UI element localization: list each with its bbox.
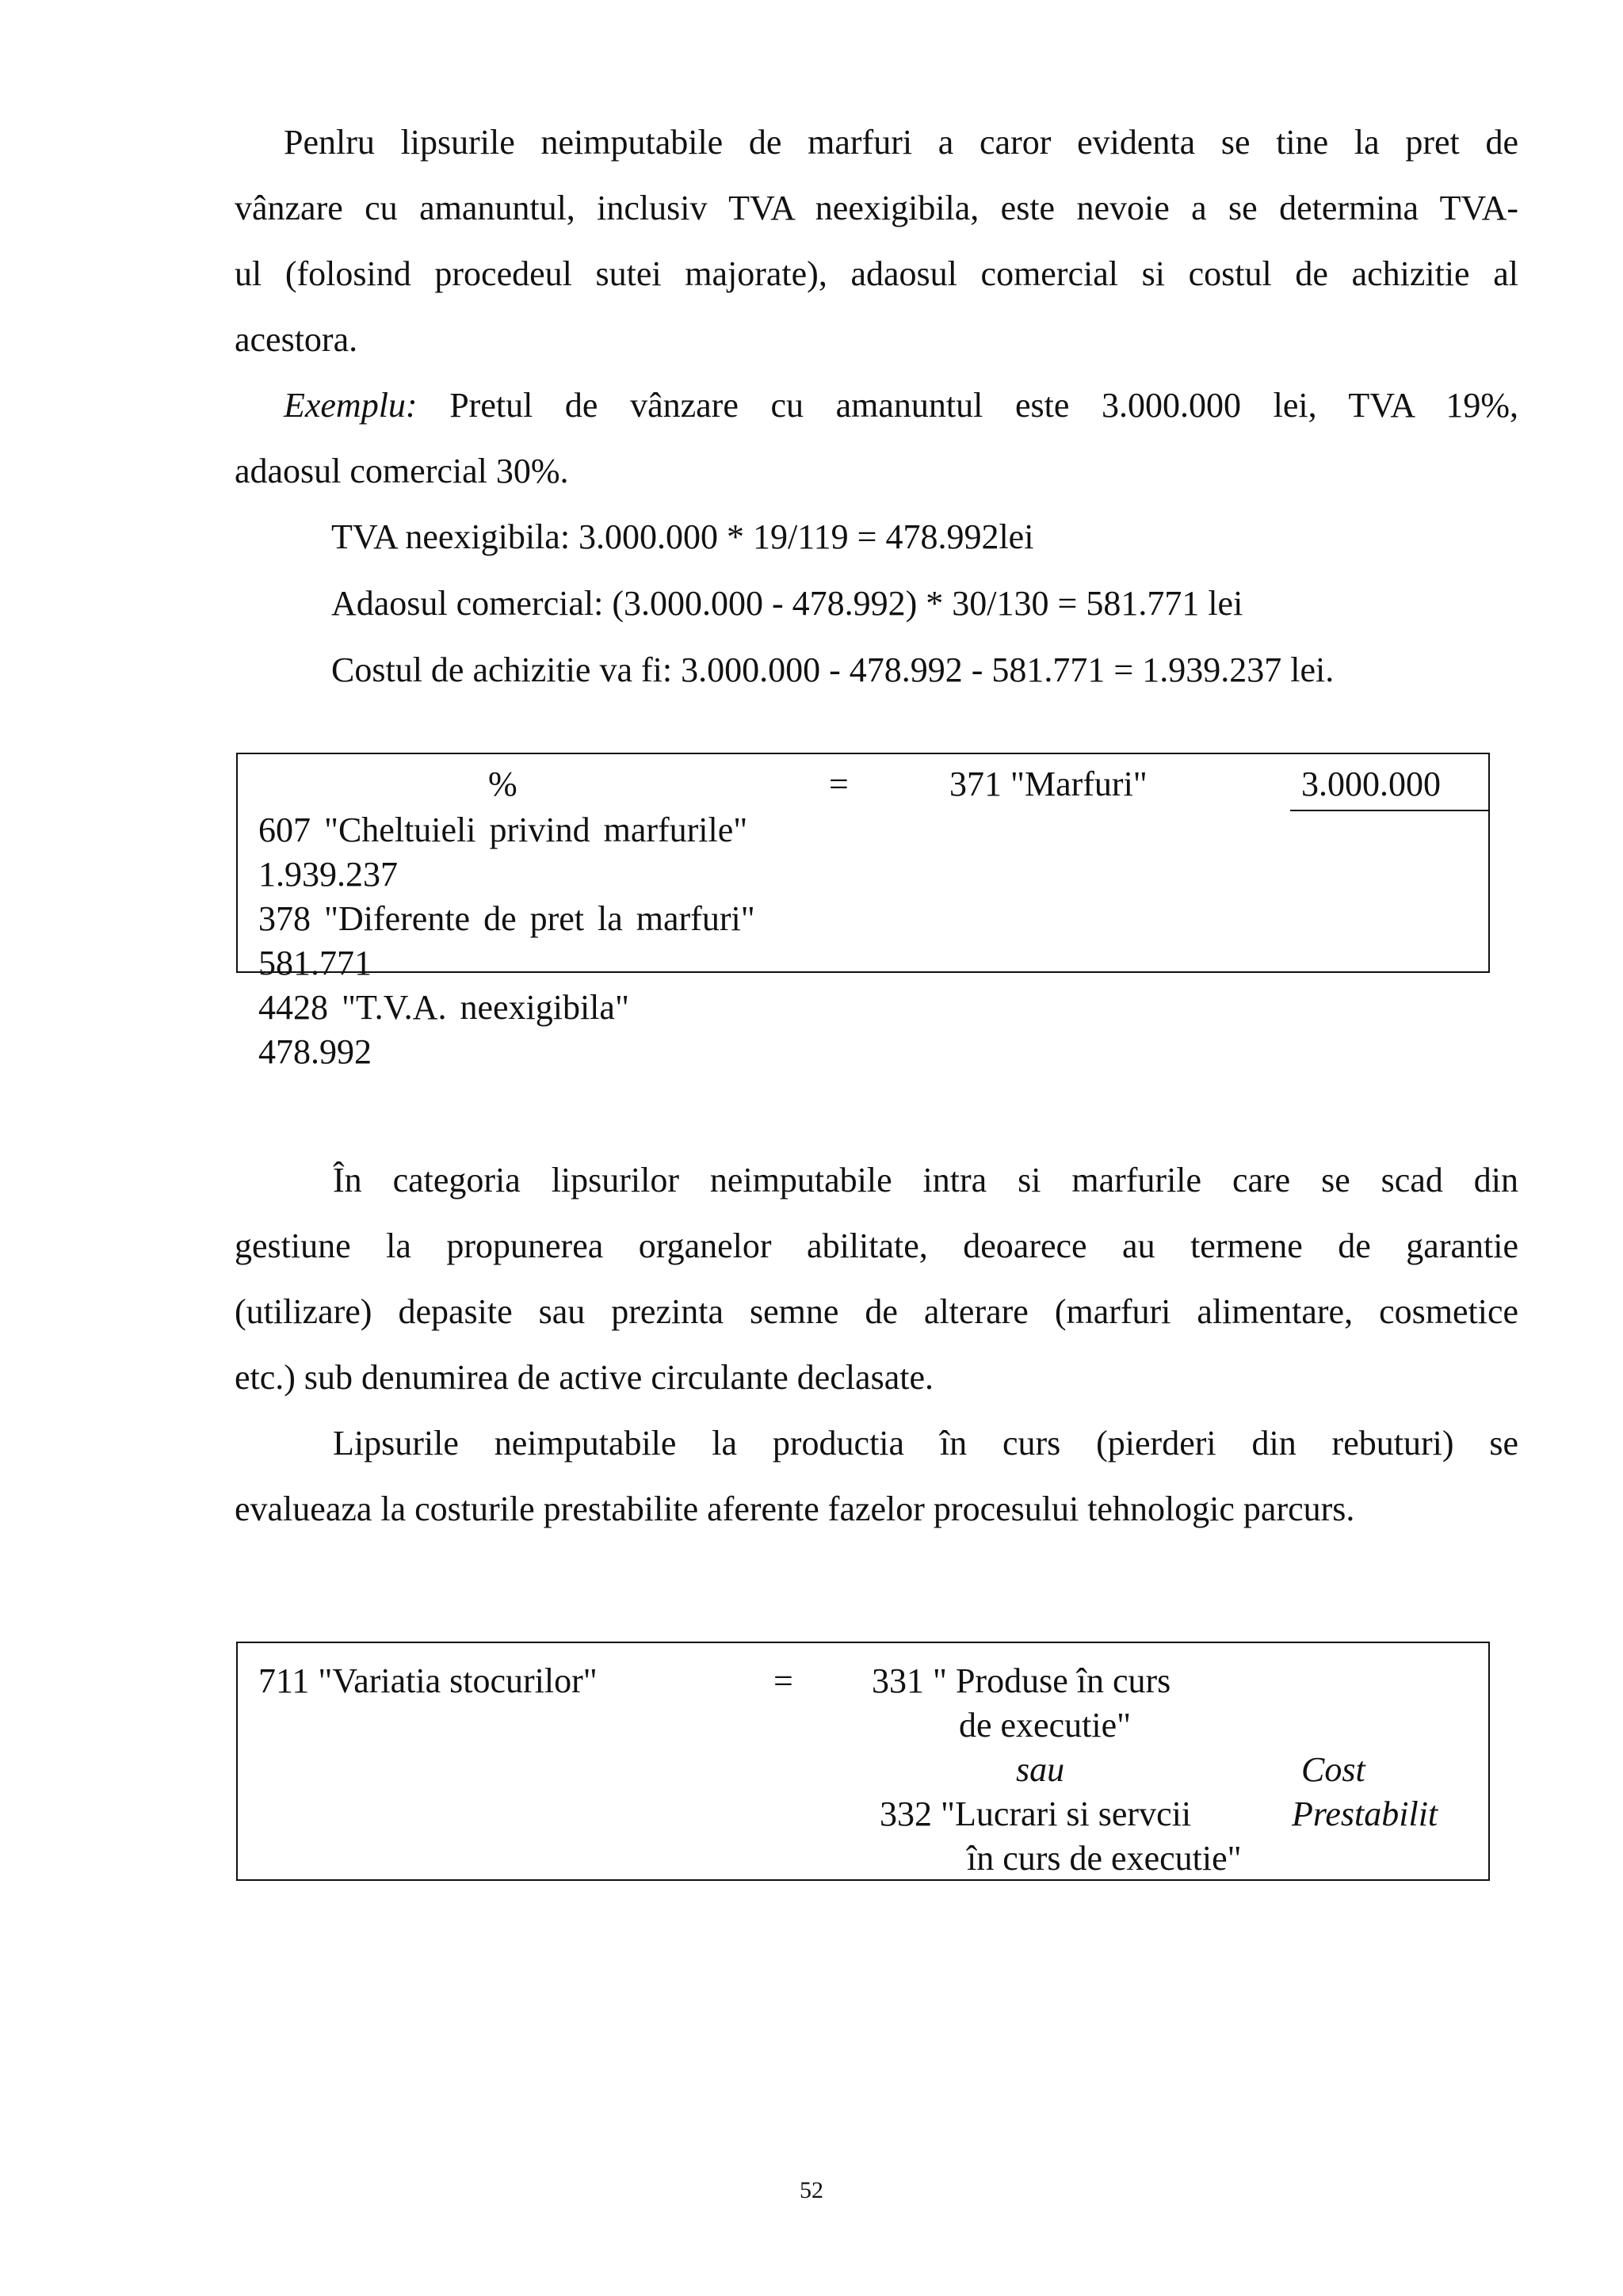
entry-debit-percent: %: [488, 765, 517, 803]
paragraph-declasate: [235, 1147, 1518, 1410]
calc-cost: Costul de achizitie va fi: 3.000.000 - 478.992 - 581.771 = 1.939.237 lei.: [331, 650, 1335, 689]
entry2-note-cost: Cost: [1301, 1750, 1365, 1789]
entry-item-amount: 1.939.237: [258, 855, 398, 894]
entry2-credit1: 331 " Produse în curs: [872, 1661, 1171, 1700]
entry-credit-account: 371 "Marfuri": [949, 765, 1148, 803]
paragraph-line: gestiune la propunerea organelor abilitate, deoarece au termene de garantie: [235, 1226, 1518, 1265]
paragraph-line: ul (folosind procedeul sutei majorate), adaosul comercial si costul de achizitie al: [235, 254, 1518, 293]
paragraph-line: etc.) sub denumirea de active circulante declasate.: [235, 1358, 934, 1397]
entry2-credit2: 332 "Lucrari si servcii: [880, 1794, 1192, 1833]
entry2-note-prestabilit: Prestabilit: [1292, 1794, 1438, 1833]
entry2-credit1-cont: de executie": [959, 1706, 1132, 1745]
entry2-debit: 711 "Variatia stocurilor": [258, 1661, 598, 1700]
entry-amount: 3.000.000: [1301, 765, 1441, 803]
paragraph-line: Lipsurile neimputabile la productia în curs (pierderi din rebuturi) se: [333, 1424, 1518, 1463]
entry-item-amount: 581.771: [258, 944, 372, 982]
paragraph-intro: [235, 109, 1518, 372]
calc-adaos: Adaosul comercial: (3.000.000 - 478.992) * 30/130 = 581.771 lei: [331, 584, 1243, 623]
entry-item: 378 "Diferente de pret la marfuri": [258, 899, 755, 938]
entry-item: 4428 "T.V.A. neexigibila": [258, 988, 629, 1027]
amount-underline: [1290, 810, 1490, 811]
paragraph-line: În categoria lipsurilor neimputabile intra si marfurile care se scad din: [333, 1161, 1518, 1199]
entry-item-amount: 478.992: [258, 1032, 372, 1071]
example-line: adaosul comercial 30%.: [235, 452, 569, 490]
entry-item: 607 "Cheltuieli privind marfurile": [258, 810, 748, 849]
example-label: Exemplu:: [284, 386, 418, 425]
calc-tva: TVA neexigibila: 3.000.000 * 19/119 = 478.992lei: [331, 517, 1034, 556]
entry2-equals: =: [773, 1661, 793, 1700]
entry2-credit2-cont: în curs de executie": [967, 1839, 1242, 1878]
paragraph-line: (utilizare) depasite sau prezinta semne de alterare (marfuri alimentare, cosmetice: [235, 1292, 1518, 1331]
page-number: 52: [800, 2177, 823, 2203]
paragraph-line: evalueaza la costurile prestabilite aferente fazelor procesului tehnologic parcurs.: [235, 1489, 1355, 1528]
paragraph-line: vânzare cu amanuntul, inclusiv TVA neexigibila, este nevoie a se determina TVA-: [235, 189, 1518, 227]
entry2-or: sau: [1016, 1750, 1065, 1789]
example-line: Exemplu: Pretul de vânzare cu amanuntul este 3.000.000 lei, TVA 19%,: [284, 386, 1518, 425]
paragraph-productie: [235, 1410, 1518, 1542]
paragraph-line: Penlru lipsurile neimputabile de marfuri a caror evidenta se tine la pret de: [284, 123, 1518, 162]
entry-equals: =: [829, 765, 849, 803]
example-paragraph: [235, 372, 1518, 504]
paragraph-line: acestora.: [235, 320, 358, 359]
